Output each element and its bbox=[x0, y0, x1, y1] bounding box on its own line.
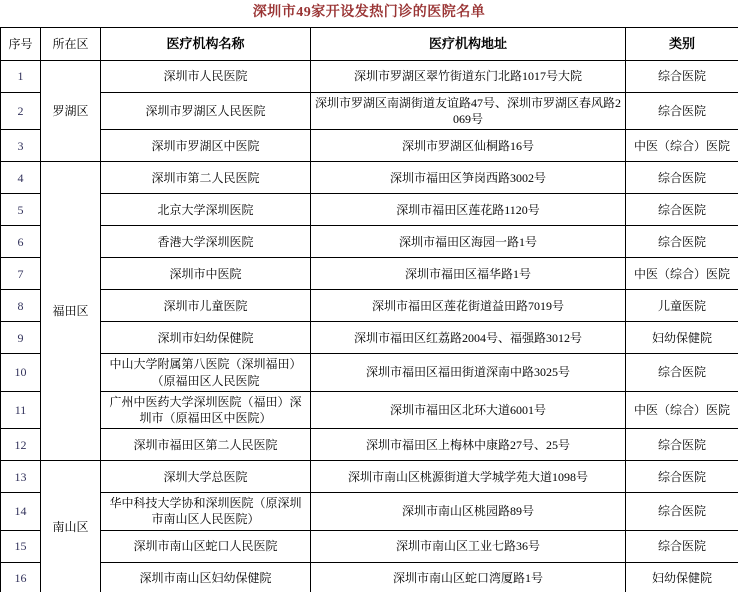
table-row bbox=[1, 322, 738, 354]
hospital-name: 中山大学附属第八医院（深圳福田）（原福田区人民医院 bbox=[101, 354, 311, 391]
hospital-address: 深圳市南山区蛇口湾厦路1号 bbox=[311, 562, 626, 592]
hospital-address: 深圳市福田区福华路1号 bbox=[311, 258, 626, 290]
hospital-category: 综合医院 bbox=[626, 530, 738, 562]
row-number: 9 bbox=[1, 322, 41, 354]
hospital-category: 综合医院 bbox=[626, 93, 738, 130]
hospital-category: 综合医院 bbox=[626, 461, 738, 493]
row-number: 1 bbox=[1, 61, 41, 93]
row-number: 10 bbox=[1, 354, 41, 391]
col-header-category: 类别 bbox=[626, 28, 738, 61]
district-cell: 南山区 bbox=[41, 461, 101, 592]
hospital-address: 深圳市福田区笋岗西路3002号 bbox=[311, 162, 626, 194]
hospital-address: 深圳市南山区工业七路36号 bbox=[311, 530, 626, 562]
hospital-category: 综合医院 bbox=[626, 226, 738, 258]
row-number: 2 bbox=[1, 93, 41, 130]
hospital-category: 综合医院 bbox=[626, 493, 738, 530]
table-body bbox=[1, 61, 738, 592]
table-row bbox=[1, 530, 738, 562]
table-row bbox=[1, 226, 738, 258]
hospital-name: 深圳市儿童医院 bbox=[101, 290, 311, 322]
row-number: 11 bbox=[1, 391, 41, 428]
hospital-name: 深圳市人民医院 bbox=[101, 61, 311, 93]
hospital-address: 深圳市福田区福田街道深南中路3025号 bbox=[311, 354, 626, 391]
col-header-no: 序号 bbox=[1, 28, 41, 61]
hospital-category: 中医（综合）医院 bbox=[626, 258, 738, 290]
row-number: 6 bbox=[1, 226, 41, 258]
district-cell: 福田区 bbox=[41, 162, 101, 461]
table-header bbox=[1, 28, 738, 61]
hospital-table bbox=[0, 27, 738, 592]
hospital-address: 深圳市罗湖区仙桐路16号 bbox=[311, 130, 626, 162]
hospital-category: 儿童医院 bbox=[626, 290, 738, 322]
table-row bbox=[1, 354, 738, 391]
hospital-address: 深圳市南山区桃源街道大学城学苑大道1098号 bbox=[311, 461, 626, 493]
hospital-category: 中医（综合）医院 bbox=[626, 391, 738, 428]
table-row bbox=[1, 258, 738, 290]
table-row bbox=[1, 429, 738, 461]
district-cell: 罗湖区 bbox=[41, 61, 101, 162]
hospital-name: 深圳市南山区妇幼保健院 bbox=[101, 562, 311, 592]
col-header-name: 医疗机构名称 bbox=[101, 28, 311, 61]
hospital-address: 深圳市南山区桃园路89号 bbox=[311, 493, 626, 530]
hospital-address: 深圳市罗湖区翠竹街道东门北路1017号大院 bbox=[311, 61, 626, 93]
hospital-name: 深圳市第二人民医院 bbox=[101, 162, 311, 194]
hospital-name: 深圳市福田区第二人民医院 bbox=[101, 429, 311, 461]
hospital-address: 深圳市福田区上梅林中康路27号、25号 bbox=[311, 429, 626, 461]
col-header-district: 所在区 bbox=[41, 28, 101, 61]
row-number: 4 bbox=[1, 162, 41, 194]
table-row bbox=[1, 290, 738, 322]
header-row bbox=[1, 28, 738, 61]
hospital-address: 深圳市福田区红荔路2004号、福强路3012号 bbox=[311, 322, 626, 354]
table-row bbox=[1, 61, 738, 93]
hospital-category: 综合医院 bbox=[626, 194, 738, 226]
hospital-category: 综合医院 bbox=[626, 429, 738, 461]
hospital-category: 中医（综合）医院 bbox=[626, 130, 738, 162]
hospital-address: 深圳市福田区莲花路1120号 bbox=[311, 194, 626, 226]
hospital-name: 广州中医药大学深圳医院（福田）深圳市（原福田区中医院） bbox=[101, 391, 311, 428]
hospital-name: 深圳大学总医院 bbox=[101, 461, 311, 493]
hospital-category: 综合医院 bbox=[626, 162, 738, 194]
hospital-address: 深圳市福田区莲花街道益田路7019号 bbox=[311, 290, 626, 322]
hospital-name: 香港大学深圳医院 bbox=[101, 226, 311, 258]
table-row bbox=[1, 391, 738, 428]
hospital-name: 深圳市妇幼保健院 bbox=[101, 322, 311, 354]
row-number: 7 bbox=[1, 258, 41, 290]
row-number: 3 bbox=[1, 130, 41, 162]
page-title: 深圳市49家开设发热门诊的医院名单 bbox=[252, 5, 486, 20]
hospital-name: 深圳市罗湖区人民医院 bbox=[101, 93, 311, 130]
hospital-name: 深圳市南山区蛇口人民医院 bbox=[101, 530, 311, 562]
table-row bbox=[1, 194, 738, 226]
hospital-category: 综合医院 bbox=[626, 354, 738, 391]
row-number: 13 bbox=[1, 461, 41, 493]
table-row bbox=[1, 493, 738, 530]
table-row bbox=[1, 461, 738, 493]
hospital-category: 综合医院 bbox=[626, 61, 738, 93]
hospital-address: 深圳市福田区海园一路1号 bbox=[311, 226, 626, 258]
hospital-category: 妇幼保健院 bbox=[626, 322, 738, 354]
hospital-address: 深圳市福田区北环大道6001号 bbox=[311, 391, 626, 428]
row-number: 8 bbox=[1, 290, 41, 322]
table-row bbox=[1, 562, 738, 592]
hospital-address: 深圳市罗湖区南湖街道友谊路47号、深圳市罗湖区春风路2069号 bbox=[311, 93, 626, 130]
row-number: 12 bbox=[1, 429, 41, 461]
hospital-name: 深圳市罗湖区中医院 bbox=[101, 130, 311, 162]
hospital-name: 深圳市中医院 bbox=[101, 258, 311, 290]
table-row bbox=[1, 162, 738, 194]
row-number: 14 bbox=[1, 493, 41, 530]
hospital-category: 妇幼保健院 bbox=[626, 562, 738, 592]
row-number: 5 bbox=[1, 194, 41, 226]
hospital-name: 北京大学深圳医院 bbox=[101, 194, 311, 226]
col-header-address: 医疗机构地址 bbox=[311, 28, 626, 61]
hospital-name: 华中科技大学协和深圳医院（原深圳市南山区人民医院） bbox=[101, 493, 311, 530]
table-row bbox=[1, 130, 738, 162]
row-number: 15 bbox=[1, 530, 41, 562]
row-number: 16 bbox=[1, 562, 41, 592]
table-row bbox=[1, 93, 738, 130]
